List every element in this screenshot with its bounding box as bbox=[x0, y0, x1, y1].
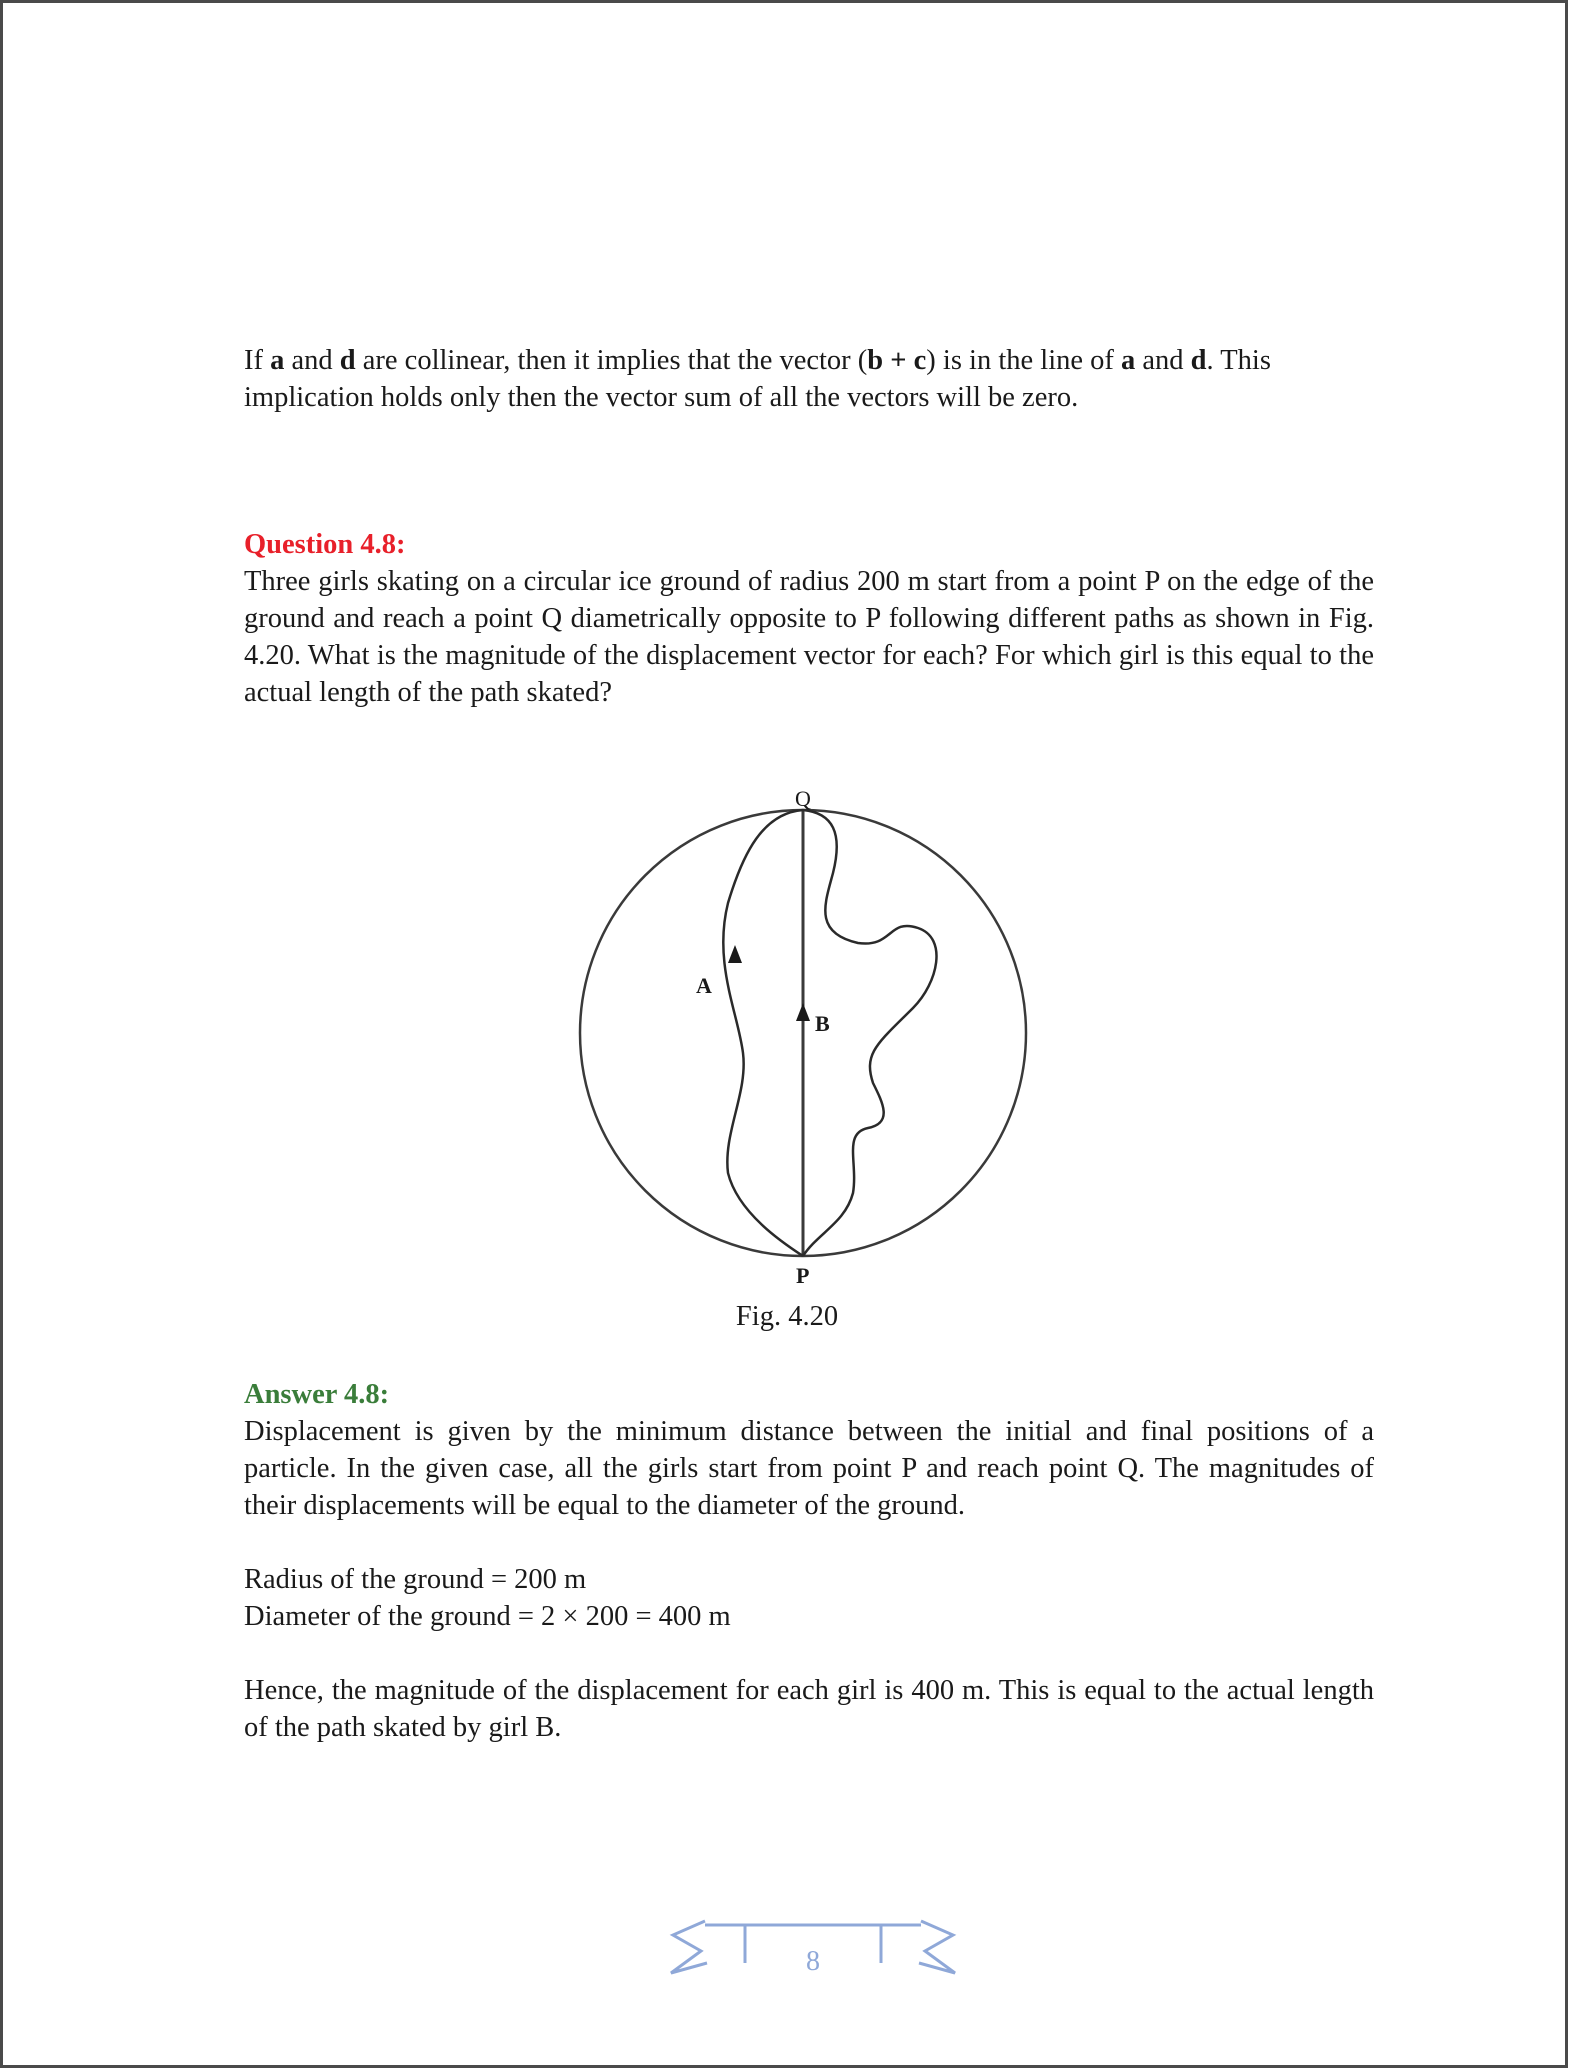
vector-d: d bbox=[1190, 345, 1207, 376]
vector-d: d bbox=[339, 345, 356, 376]
text-run: and bbox=[1135, 345, 1191, 376]
path-b-arrow-icon bbox=[796, 1003, 810, 1021]
figure-caption: Fig. 4.20 bbox=[735, 1301, 839, 1332]
answer-block bbox=[244, 1376, 1374, 1746]
text-run: and bbox=[284, 345, 340, 376]
question-heading: Question 4.8: bbox=[244, 529, 406, 560]
path-a-curve bbox=[723, 810, 803, 1256]
text-run: . This bbox=[1206, 345, 1271, 376]
text-run: If bbox=[244, 345, 271, 376]
vector-a: a bbox=[270, 345, 285, 376]
label-a: A bbox=[696, 973, 712, 998]
diameter-line: Diameter of the ground = 2 × 200 = 400 m bbox=[244, 1601, 731, 1632]
right-scroll-ornament-icon bbox=[919, 1921, 955, 1973]
radius-line: Radius of the ground = 200 m bbox=[244, 1564, 587, 1595]
intro-line-1 bbox=[244, 342, 1374, 379]
answer-heading: Answer 4.8: bbox=[244, 1379, 390, 1410]
intro-line-2: implication holds only then the vector sum of all the vectors will be zero. bbox=[244, 382, 1079, 413]
answer-text: Displacement is given by the minimum distance between the initial and final positions of a particle. In the given case, all the girls start from point P and reach point Q. The magnitudes of their displacements will be equal to the diameter of the ground. bbox=[244, 1416, 1374, 1521]
left-scroll-ornament-icon bbox=[671, 1921, 707, 1973]
vector-b-plus-c: b + c bbox=[867, 345, 927, 376]
text-run: ) is in the line of bbox=[926, 345, 1122, 376]
question-block bbox=[244, 526, 1374, 711]
path-a-arrow-icon bbox=[728, 945, 742, 963]
label-q: Q bbox=[795, 786, 811, 811]
conclusion-text: Hence, the magnitude of the displacement for each girl is 400 m. This is equal to the actual length of the path skated by girl B. bbox=[244, 1675, 1374, 1743]
text-run: are collinear, then it implies that the vector ( bbox=[355, 345, 868, 376]
intro-paragraph bbox=[244, 342, 1374, 416]
question-text: Three girls skating on a circular ice ground of radius 200 m start from a point P on the edge of the ground and reach a point Q diametrically opposite to P following different paths as shown in Fig. 4.20. What is the magnitude of the displacement vector for each? For which girl is this equal to the actual length of the path skated? bbox=[244, 566, 1374, 708]
label-b: B bbox=[815, 1011, 830, 1036]
page-number: 8 bbox=[806, 1946, 820, 1977]
page-footer-ornament bbox=[663, 1913, 963, 1993]
skating-figure bbox=[563, 786, 1043, 1288]
vector-a: a bbox=[1121, 345, 1136, 376]
label-p: P bbox=[796, 1263, 810, 1288]
